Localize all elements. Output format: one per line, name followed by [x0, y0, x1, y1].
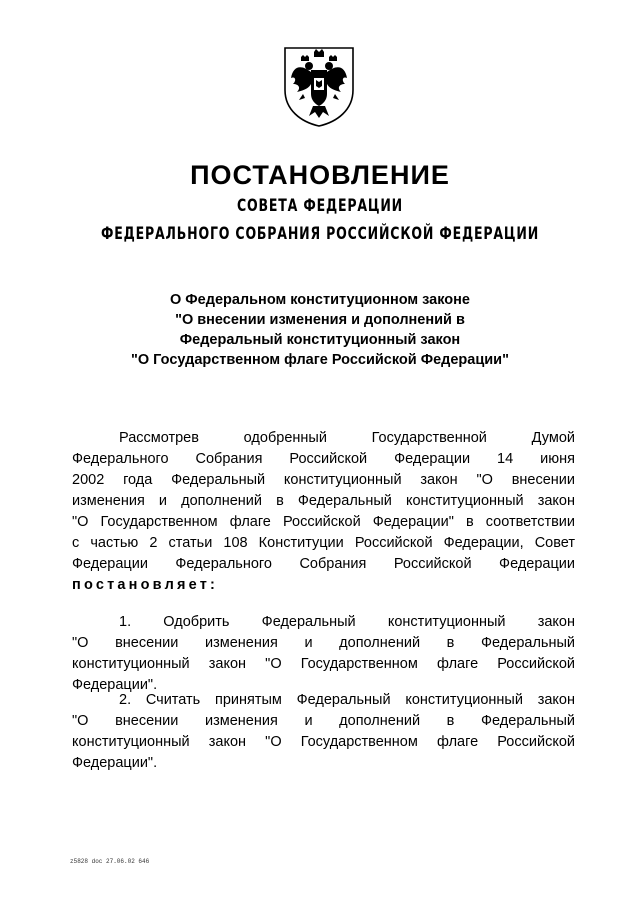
- item-line: 2. Считать принятым Федеральный конституционный закон: [119, 692, 575, 708]
- subject-line: Федеральный конституционный закон: [179, 332, 461, 348]
- item-line: 1. Одобрить Федеральный конституционный закон: [119, 614, 575, 630]
- preamble-line: Федерального Собрания Российской Федерации 14 июня: [72, 451, 575, 467]
- resolution-item-1: [72, 612, 575, 696]
- preamble-line: с частью 2 статьи 108 Конституции Российской Федерации, Совет: [72, 535, 575, 551]
- resolution-keyword: постановляет:: [72, 577, 219, 593]
- russian-coat-of-arms-icon: [281, 44, 357, 128]
- preamble-line: "О Государственном флаге Российской Федерации" в соответствии: [72, 514, 575, 530]
- preamble-paragraph: [72, 428, 575, 596]
- subject-line: "О Государственном флаге Российской Федерации": [131, 352, 509, 368]
- issuing-body-line2: ФЕДЕРАЛЬНОГО СОБРАНИЯ РОССИЙСКОЙ ФЕДЕРАЦИИ: [100, 224, 540, 244]
- preamble-line: изменения и дополнений в Федеральный конституционный закон: [72, 493, 575, 509]
- item-line: "О внесении изменения и дополнений в Федеральный: [72, 713, 575, 729]
- preamble-line: 2002 года Федеральный конституционный закон "О внесении: [72, 472, 575, 488]
- item-line: конституционный закон "О Государственном флаге Российской: [72, 656, 575, 672]
- resolution-item-2: [72, 690, 575, 774]
- preamble-line: Федерации Федерального Собрания Российской Федерации: [72, 556, 575, 572]
- subject-line: О Федеральном конституционном законе: [170, 292, 470, 308]
- item-line: Федерации".: [72, 755, 158, 771]
- document-title: ПОСТАНОВЛЕНИЕ: [190, 160, 450, 190]
- item-line: "О внесении изменения и дополнений в Федеральный: [72, 635, 575, 651]
- item-line: Федерации".: [72, 677, 158, 693]
- item-line: конституционный закон "О Государственном флаге Российской: [72, 734, 575, 750]
- subject-line: "О внесении изменения и дополнений в: [175, 312, 465, 328]
- document-subject: [0, 290, 640, 370]
- preamble-line: Рассмотрев одобренный Государственной Думой: [119, 430, 575, 446]
- issuing-body-line1: СОВЕТА ФЕДЕРАЦИИ: [236, 196, 403, 216]
- document-code-footer: z5828 doc 27.06.02 646: [70, 858, 150, 865]
